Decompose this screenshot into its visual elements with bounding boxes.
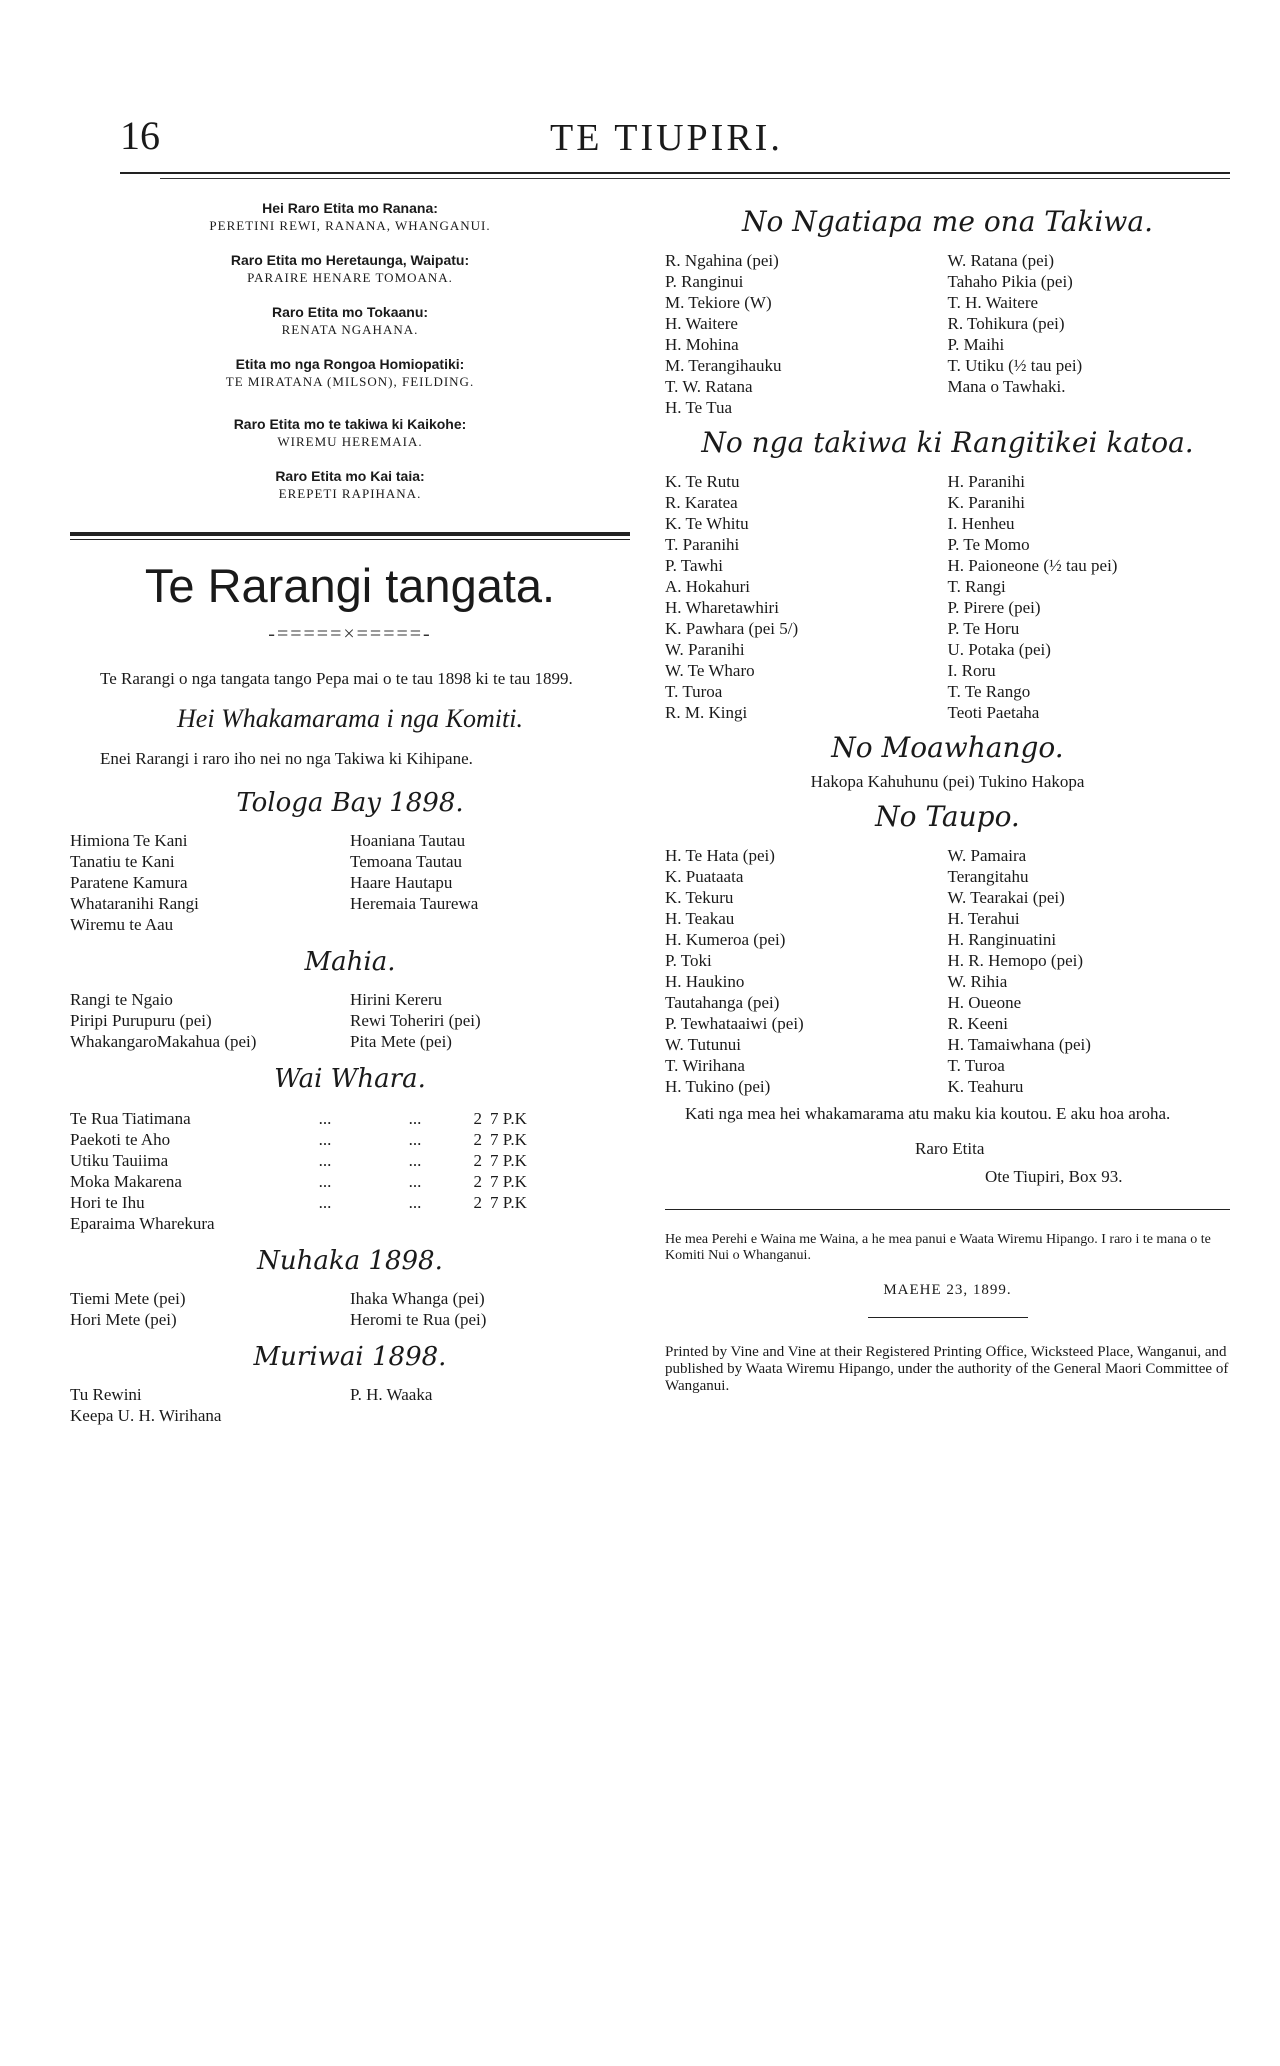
moawhango-title: No Moawhango. — [831, 731, 1064, 764]
list-item: T. Turoa — [947, 1056, 1005, 1075]
list-item: P. Toki — [665, 951, 712, 970]
list-item: T. Turoa — [665, 682, 723, 701]
list-item: H. Terahui — [947, 909, 1020, 928]
short-rule — [868, 1317, 1028, 1318]
tologa-list — [70, 830, 630, 935]
row-name: Hori te Ihu — [70, 1193, 145, 1212]
list-item: Pita Mete (pei) — [350, 1032, 452, 1051]
nuhaka-list — [70, 1288, 630, 1330]
list-item: K. Te Whitu — [665, 514, 749, 533]
staff-heading: Raro Etita mo Tokaanu: — [271, 304, 429, 320]
list-item: Mana o Tawhaki. — [947, 377, 1066, 396]
signature-address: Ote Tiupiri, Box 93. — [985, 1167, 1123, 1186]
list-item: Haare Hautapu — [350, 873, 453, 892]
list-item: H. Wharetawhiri — [665, 598, 779, 617]
list-item: Heremaia Taurewa — [350, 894, 479, 913]
list-item: H. R. Hemopo (pei) — [947, 951, 1084, 970]
ornament: -=====×=====- — [268, 623, 432, 645]
list-item: Tahaho Pikia (pei) — [947, 272, 1073, 291]
row-code: 7 P.K — [490, 1172, 527, 1191]
list-item: Tanatiu te Kani — [70, 852, 175, 871]
list-item: A. Hokahuri — [665, 577, 750, 596]
list-item: H. Tukino (pei) — [665, 1077, 771, 1096]
list-item: Wiremu te Aau — [70, 915, 174, 934]
list-item: H. Oueone — [947, 993, 1022, 1012]
list-item: W. Tearakai (pei) — [947, 888, 1065, 907]
list-item — [350, 914, 630, 935]
list-item: H. Te Tua — [665, 398, 732, 417]
ngatiapa-title: No Ngatiapa me ona Takiwa. — [742, 205, 1153, 238]
mahia-list — [70, 989, 630, 1052]
list-item: Temoana Tautau — [350, 852, 463, 871]
list-item: H. Mohina — [665, 335, 739, 354]
table-row — [70, 1192, 630, 1213]
staff-heading: Raro Etita mo Heretaunga, Waipatu: — [230, 252, 470, 268]
staff-name: EREPETI RAPIHANA. — [278, 486, 422, 501]
list-item: W. Ratana (pei) — [947, 251, 1055, 270]
printer-imprint: Printed by Vine and Vine at their Registered Printing Office, Wicksteed Place, Wanganui, and published by Waata Wiremu Hipango, under the authority of the General Maori Committee of Wanganui. — [665, 1344, 1229, 1394]
header-rule — [120, 172, 1230, 174]
list-item: T. H. Waitere — [947, 293, 1039, 312]
list-item: Hirini Kereru — [350, 990, 443, 1009]
table-row — [70, 1129, 630, 1150]
list-item: K. Paranihi — [947, 493, 1025, 512]
row-name: Moka Makarena — [70, 1172, 182, 1191]
list-item: T. Te Rango — [947, 682, 1031, 701]
taupo-list — [665, 845, 1230, 1097]
row-number: 2 — [473, 1172, 482, 1191]
list-item: T. Rangi — [947, 577, 1006, 596]
header-rule-thin — [160, 178, 1230, 179]
row-number: 2 — [473, 1109, 482, 1128]
list-item: P. Tewhataaiwi (pei) — [665, 1014, 804, 1033]
staff-name: PERETINI REWI, RANANA, WHANGANUI. — [209, 218, 491, 233]
list-item: R. Karatea — [665, 493, 738, 512]
list-item: H. Teakau — [665, 909, 735, 928]
staff-list — [70, 200, 630, 502]
row-dots: ... — [318, 1151, 332, 1170]
committee-text: Enei Rarangi i raro iho nei no nga Takiwa ki Kihipane. — [100, 749, 473, 768]
list-item: W. Tutunui — [665, 1035, 741, 1054]
list-item: H. Te Hata (pei) — [665, 846, 775, 865]
list-item: Paratene Kamura — [70, 873, 188, 892]
row-name: Utiku Tauiima — [70, 1151, 169, 1170]
row-name: Te Rua Tiatimana — [70, 1109, 191, 1128]
closing-text: Kati nga mea hei whakamarama atu maku kia koutou. E aku hoa aroha. — [685, 1104, 1171, 1123]
row-name: Eparaima Wharekura — [70, 1214, 215, 1233]
staff-heading: Raro Etita mo Kai taia: — [275, 468, 425, 484]
list-item: Tiemi Mete (pei) — [70, 1289, 186, 1308]
list-item: K. Te Rutu — [665, 472, 740, 491]
ngatiapa-list — [665, 250, 1230, 418]
list-item: I. Roru — [947, 661, 996, 680]
row-code: 7 P.K — [490, 1193, 527, 1212]
row-dots: ... — [408, 1130, 422, 1149]
list-item: R. M. Kingi — [665, 703, 748, 722]
row-code: 7 P.K — [490, 1151, 527, 1170]
rangitikei-title: No nga takiwa ki Rangitikei katoa. — [701, 426, 1194, 459]
list-item: W. Pamaira — [947, 846, 1027, 865]
list-item: Tu Rewini — [70, 1385, 142, 1404]
row-dots: ... — [318, 1172, 332, 1191]
list-item: Rewi Toheriri (pei) — [350, 1011, 481, 1030]
list-item: W. Rihia — [947, 972, 1008, 991]
list-item: R. Tohikura (pei) — [947, 314, 1065, 333]
notice-divider — [665, 1209, 1230, 1210]
taupo-title: No Taupo. — [875, 800, 1020, 833]
page-header — [120, 112, 1250, 162]
notice-date: MAEHE 23, 1899. — [883, 1282, 1012, 1298]
list-item: R. Keeni — [947, 1014, 1008, 1033]
right-column — [665, 205, 1230, 1395]
tologa-title: Tologa Bay 1898. — [236, 788, 464, 818]
intro-text: Te Rarangi o nga tangata tango Pepa mai o te tau 1898 ki te tau 1899. — [100, 669, 573, 688]
wai-whara-table — [70, 1108, 630, 1234]
table-row — [70, 1108, 630, 1129]
list-item: I. Henheu — [947, 514, 1015, 533]
list-item: K. Teahuru — [947, 1077, 1024, 1096]
list-item: Himiona Te Kani — [70, 831, 188, 850]
list-item: P. Te Momo — [947, 535, 1030, 554]
list-item: P. H. Waaka — [350, 1385, 433, 1404]
list-item: H. Haukino — [665, 972, 745, 991]
signature-title: Raro Etita — [915, 1139, 985, 1158]
table-row — [70, 1171, 630, 1192]
left-column — [70, 200, 630, 1426]
list-item: P. Pirere (pei) — [947, 598, 1041, 617]
staff-name: PARAIRE HENARE TOMOANA. — [247, 270, 453, 285]
row-dots: ... — [408, 1109, 422, 1128]
list-item: Piripi Purupuru (pei) — [70, 1011, 212, 1030]
nuhaka-title: Nuhaka 1898. — [257, 1246, 443, 1276]
list-item: K. Tekuru — [665, 888, 734, 907]
list-item: H. Paranihi — [947, 472, 1025, 491]
mahia-title: Mahia. — [304, 947, 396, 977]
list-item — [350, 1405, 630, 1426]
list-item: Whataranihi Rangi — [70, 894, 199, 913]
list-item: Hoaniana Tautau — [350, 831, 466, 850]
page-number: 16 — [120, 113, 160, 158]
list-item: M. Terangihauku — [665, 356, 782, 375]
list-item: W. Te Wharo — [665, 661, 755, 680]
list-item: Hori Mete (pei) — [70, 1310, 177, 1329]
row-number: 2 — [473, 1130, 482, 1149]
list-item: Teoti Paetaha — [947, 703, 1040, 722]
list-item: P. Tawhi — [665, 556, 724, 575]
list-item: P. Maihi — [947, 335, 1005, 354]
staff-heading: Etita mo nga Rongoa Homiopatiki: — [235, 356, 465, 372]
list-item — [948, 397, 1231, 418]
list-item: T. W. Ratana — [665, 377, 753, 396]
running-title: TE TIUPIRI. — [550, 117, 783, 159]
list-item: H. Paioneone (½ tau pei) — [947, 556, 1118, 575]
staff-name: WIREMU HEREMAIA. — [277, 434, 423, 449]
list-item: Terangitahu — [947, 867, 1029, 886]
list-item: Tautahanga (pei) — [665, 993, 780, 1012]
staff-name: TE MIRATANA (MILSON), FEILDING. — [225, 374, 475, 389]
row-dots: ... — [318, 1130, 332, 1149]
list-item: Keepa U. H. Wirihana — [70, 1406, 222, 1425]
row-dots: ... — [408, 1151, 422, 1170]
list-item: K. Pawhara (pei 5/) — [665, 619, 799, 638]
list-item: U. Potaka (pei) — [947, 640, 1051, 659]
staff-heading: Raro Etita mo te takiwa ki Kaikohe: — [233, 416, 467, 432]
list-item: H. Kumeroa (pei) — [665, 930, 786, 949]
list-item: P. Ranginui — [665, 272, 744, 291]
row-number: 2 — [473, 1151, 482, 1170]
table-row — [70, 1213, 630, 1234]
list-item: Ihaka Whanga (pei) — [350, 1289, 485, 1308]
list-item: K. Puataata — [665, 867, 744, 886]
row-dots: ... — [318, 1109, 332, 1128]
moawhango-line: Hakopa Kahuhunu (pei) Tukino Hakopa — [810, 772, 1085, 791]
row-dots: ... — [318, 1193, 332, 1212]
committee-title: Hei Whakamarama i nga Komiti. — [177, 704, 523, 733]
row-dots: ... — [408, 1172, 422, 1191]
rangitikei-list — [665, 471, 1230, 723]
staff-heading: Hei Raro Etita mo Ranana: — [262, 200, 438, 216]
list-item: WhakangaroMakahua (pei) — [70, 1032, 257, 1051]
list-item: R. Ngahina (pei) — [665, 251, 779, 270]
section-title: Te Rarangi tangata. — [144, 559, 556, 612]
list-item: H. Tamaiwhana (pei) — [947, 1035, 1091, 1054]
muriwai-list — [70, 1384, 630, 1426]
list-item: H. Ranginuatini — [947, 930, 1057, 949]
list-item: Heromi te Rua (pei) — [350, 1310, 487, 1329]
row-number: 2 — [473, 1193, 482, 1212]
table-row — [70, 1150, 630, 1171]
list-item: H. Waitere — [665, 314, 738, 333]
list-item: M. Tekiore (W) — [665, 293, 772, 312]
list-item: W. Paranihi — [665, 640, 745, 659]
row-code: 7 P.K — [490, 1109, 527, 1128]
list-item: T. Utiku (½ tau pei) — [947, 356, 1083, 375]
wai-whara-title: Wai Whara. — [274, 1064, 426, 1094]
list-item: P. Te Horu — [947, 619, 1020, 638]
row-code: 7 P.K — [490, 1130, 527, 1149]
row-name: Paekoti te Aho — [70, 1130, 171, 1149]
staff-name: RENATA NGAHANA. — [281, 322, 419, 337]
list-item: T. Wirihana — [665, 1056, 745, 1075]
list-item: T. Paranihi — [665, 535, 740, 554]
list-item: Rangi te Ngaio — [70, 990, 173, 1009]
publisher-notice: He mea Perehi e Waina me Waina, a he mea panui e Waata Wiremu Hipango. I raro i te mana o te Komiti Nui o Whanganui. — [665, 1232, 1211, 1263]
row-dots: ... — [408, 1193, 422, 1212]
muriwai-title: Muriwai 1898. — [253, 1342, 447, 1372]
section-divider — [70, 532, 630, 540]
